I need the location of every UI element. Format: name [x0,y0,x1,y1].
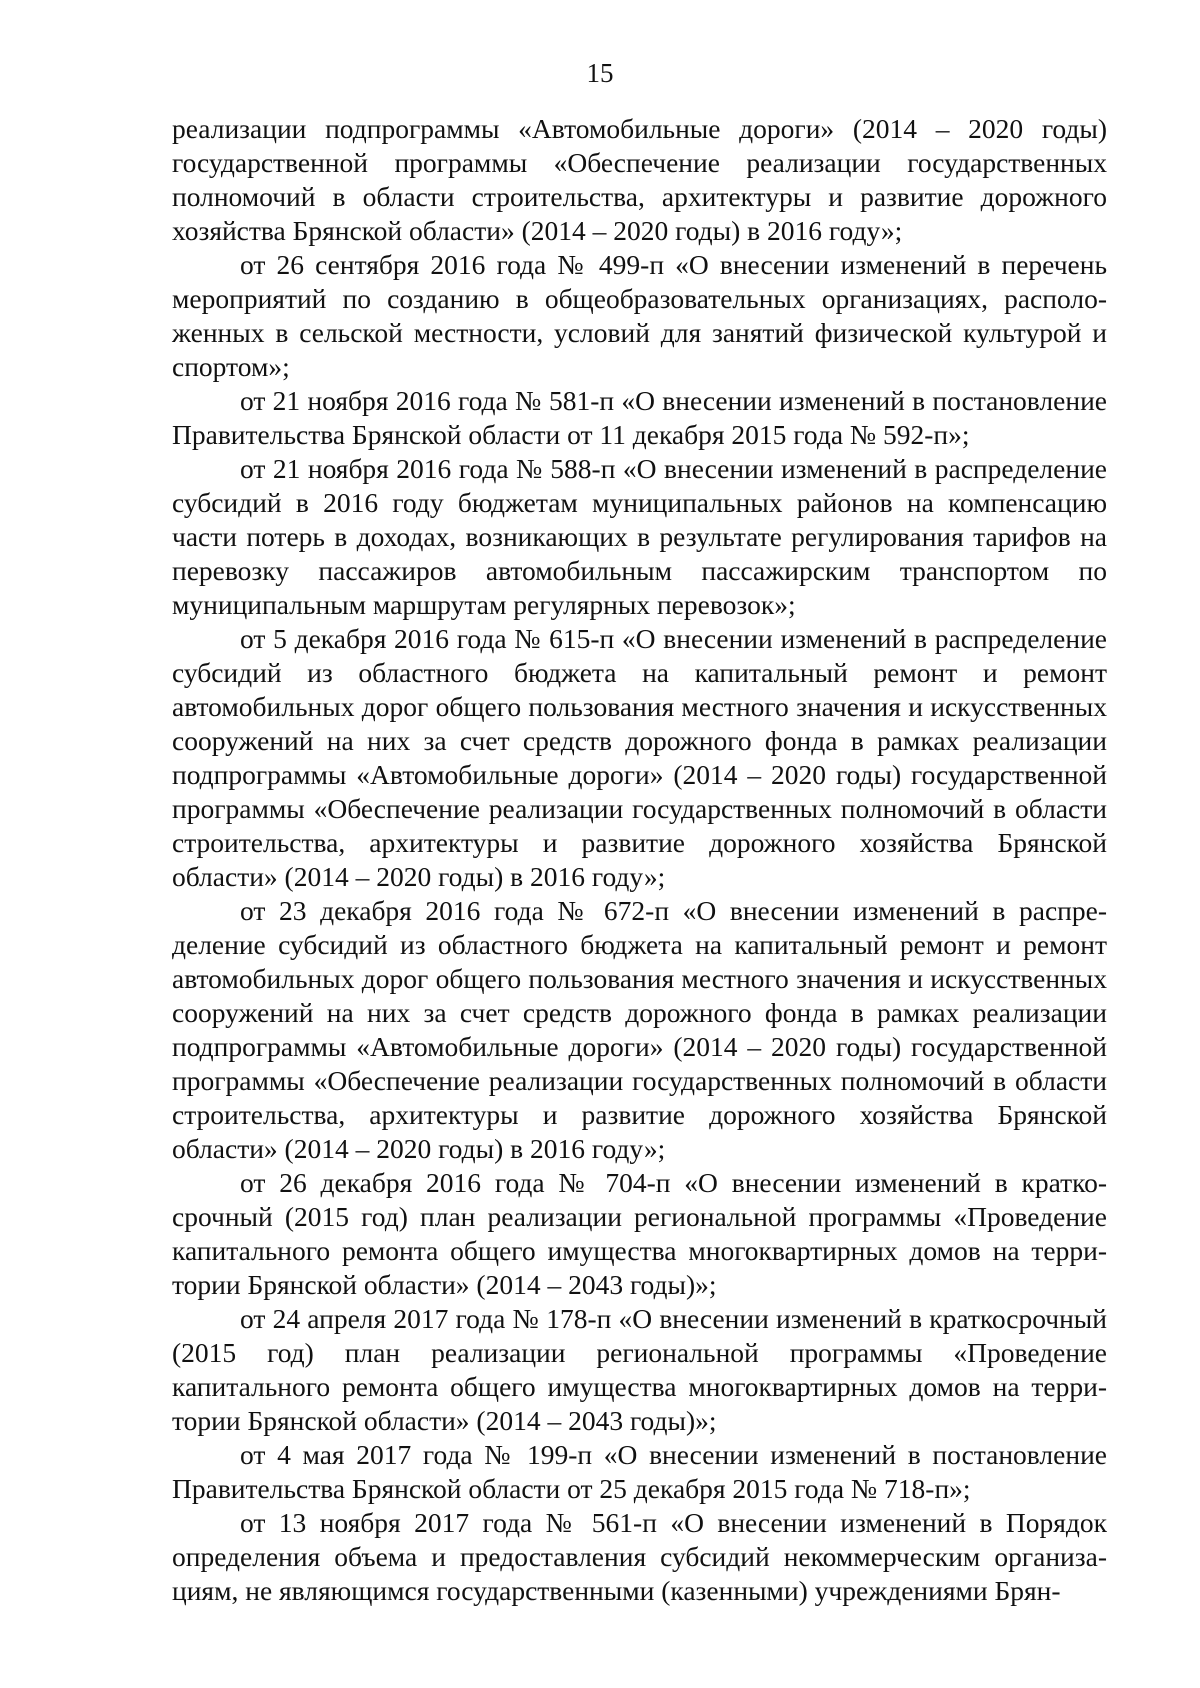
page-number: 15 [586,58,614,88]
paragraph: от 24 апреля 2017 года № 178-п «О внесении изменений в краткосрочный (2015 год) план реализации региональной программы «Проведение капитального ремонта общего имущества многоквартирных домов на территории Брянской области» (2014 – 2043 годы)»; [172,1303,1107,1436]
paragraph: от 5 декабря 2016 года № 615-п «О внесении изменений в распределение субсидий из областного бюджета на капитальный ремонт и ремонт автомобильных дорог общего пользования местного значения и искусственных сооружений на них за счет средств дорожного фонда в рамках реализации подпрограммы «Автомобильные дороги» (2014 – 2020 годы) государственной программы «Обеспечение реализации государственных полномочий в области строительства, архитектуры и развитие дорожного хозяйства Брянской области» (2014 – 2020 годы) в 2016 году»; [172,623,1107,892]
paragraph: от 21 ноября 2016 года № 588-п «О внесении изменений в распределение субсидий в 2016 году бюджетам муниципальных районов на компенсацию части потерь в доходах, возникающих в результате регулирования тарифов на перевозку пассажиров автомобильным пассажирским транспортом по муниципальным маршрутам регулярных перевозок»; [172,453,1107,620]
paragraph-last: от 13 ноября 2017 года № 561-п «О внесении изменений в Порядок определения объема и предоставления субсидий некоммерческим организациям, не являющимся государственными (казенными) учреждениями Брян- [172,1507,1107,1606]
paragraph: от 26 декабря 2016 года № 704-п «О внесении изменений в краткосрочный (2015 год) план реализации региональной программы «Проведение капитального ремонта общего имущества многоквартирных домов на территории Брянской области» (2014 – 2043 годы)»; [172,1167,1107,1300]
paragraph: от 21 ноября 2016 года № 581-п «О внесении изменений в постановление Правительства Брянской области от 11 декабря 2015 года № 592-п»; [172,385,1107,450]
paragraph-continuation: реализации подпрограммы «Автомобильные дороги» (2014 – 2020 годы) государственной программы «Обеспечение реализации государственных полномочий в области строительства, архитектуры и развитие дорожного хозяйства Брянской области» (2014 – 2020 годы) в 2016 году»; [172,113,1107,246]
paragraph: от 26 сентября 2016 года № 499-п «О внесении изменений в перечень мероприятий по созданию в общеобразовательных организациях, расположенных в сельской местности, условий для занятий физической культурой и спортом»; [172,249,1107,382]
paragraph: от 23 декабря 2016 года № 672-п «О внесении изменений в распределение субсидий из областного бюджета на капитальный ремонт и ремонт автомобильных дорог общего пользования местного значения и искусственных сооружений на них за счет средств дорожного фонда в рамках реализации подпрограммы «Автомобильные дороги» (2014 – 2020 годы) государственной программы «Обеспечение реализации государственных полномочий в области строительства, архитектуры и развитие дорожного хозяйства Брянской области» (2014 – 2020 годы) в 2016 году»; [172,895,1107,1164]
paragraph: от 4 мая 2017 года № 199-п «О внесении изменений в постановление Правительства Брянской области от 25 декабря 2015 года № 718-п»; [172,1439,1107,1504]
document-body [172,112,1107,1608]
